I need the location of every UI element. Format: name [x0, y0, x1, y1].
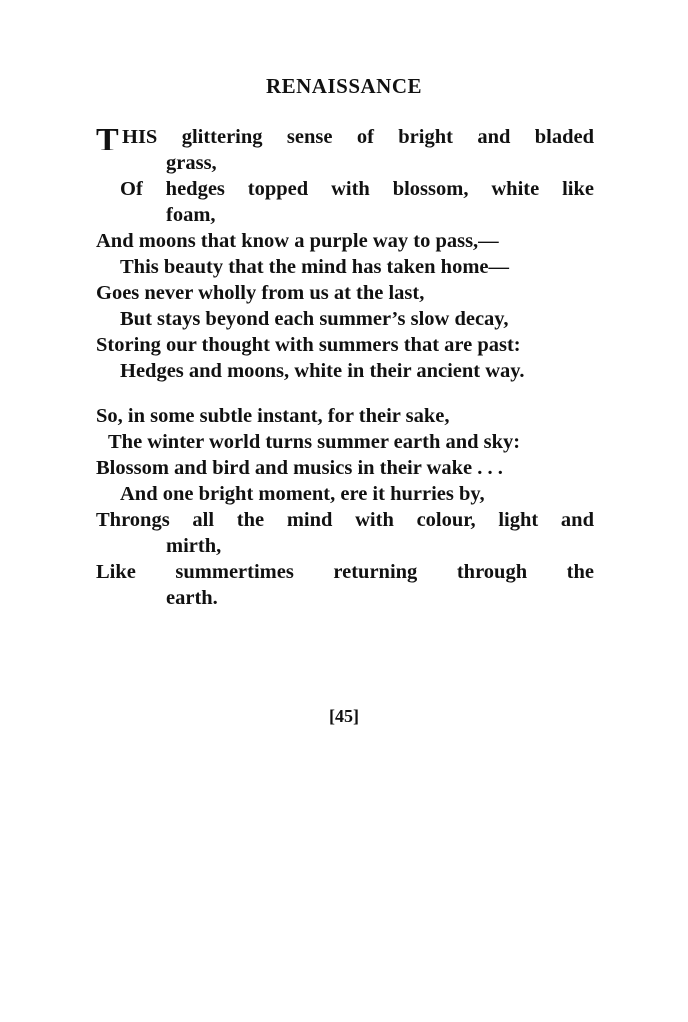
poem-line-continuation: mirth, [166, 535, 222, 557]
poem-line: Like summertimes returning through the [96, 561, 594, 583]
poem-line [96, 124, 594, 150]
stanza-2 [96, 403, 594, 611]
poem-line: The winter world turns summer earth and sky: [108, 431, 521, 453]
poem-line: Storing our thought with summers that are past: [96, 334, 521, 356]
poem-line: But stays beyond each summer’s slow decay, [120, 308, 509, 330]
page-number: [45] [329, 706, 359, 726]
poem-line: Goes never wholly from us at the last, [96, 282, 425, 304]
poem-line-continuation: grass, [166, 152, 217, 174]
poem-line-text: HIS glittering sense of bright and bladed [122, 126, 594, 148]
poem-line: And moons that know a purple way to pass,— [96, 230, 499, 252]
poem-line: And one bright moment, ere it hurries by, [120, 483, 485, 505]
poem-body [96, 124, 594, 611]
stanza-1 [96, 124, 594, 384]
poem-line: Throngs all the mind with colour, light and [96, 509, 594, 531]
drop-cap: T [96, 124, 119, 150]
poem-line: So, in some subtle instant, for their sake, [96, 405, 450, 427]
poem-line-continuation: earth. [166, 587, 218, 609]
poem-line-continuation: foam, [166, 204, 216, 226]
poem-line: Of hedges topped with blossom, white like [120, 178, 594, 200]
stanza-break [96, 384, 594, 403]
poem-line: Blossom and bird and musics in their wake . . . [96, 457, 503, 479]
poem-title: RENAISSANCE [265, 74, 423, 98]
poem-line: Hedges and moons, white in their ancient way. [120, 360, 525, 382]
poem-line: This beauty that the mind has taken home— [120, 256, 509, 278]
